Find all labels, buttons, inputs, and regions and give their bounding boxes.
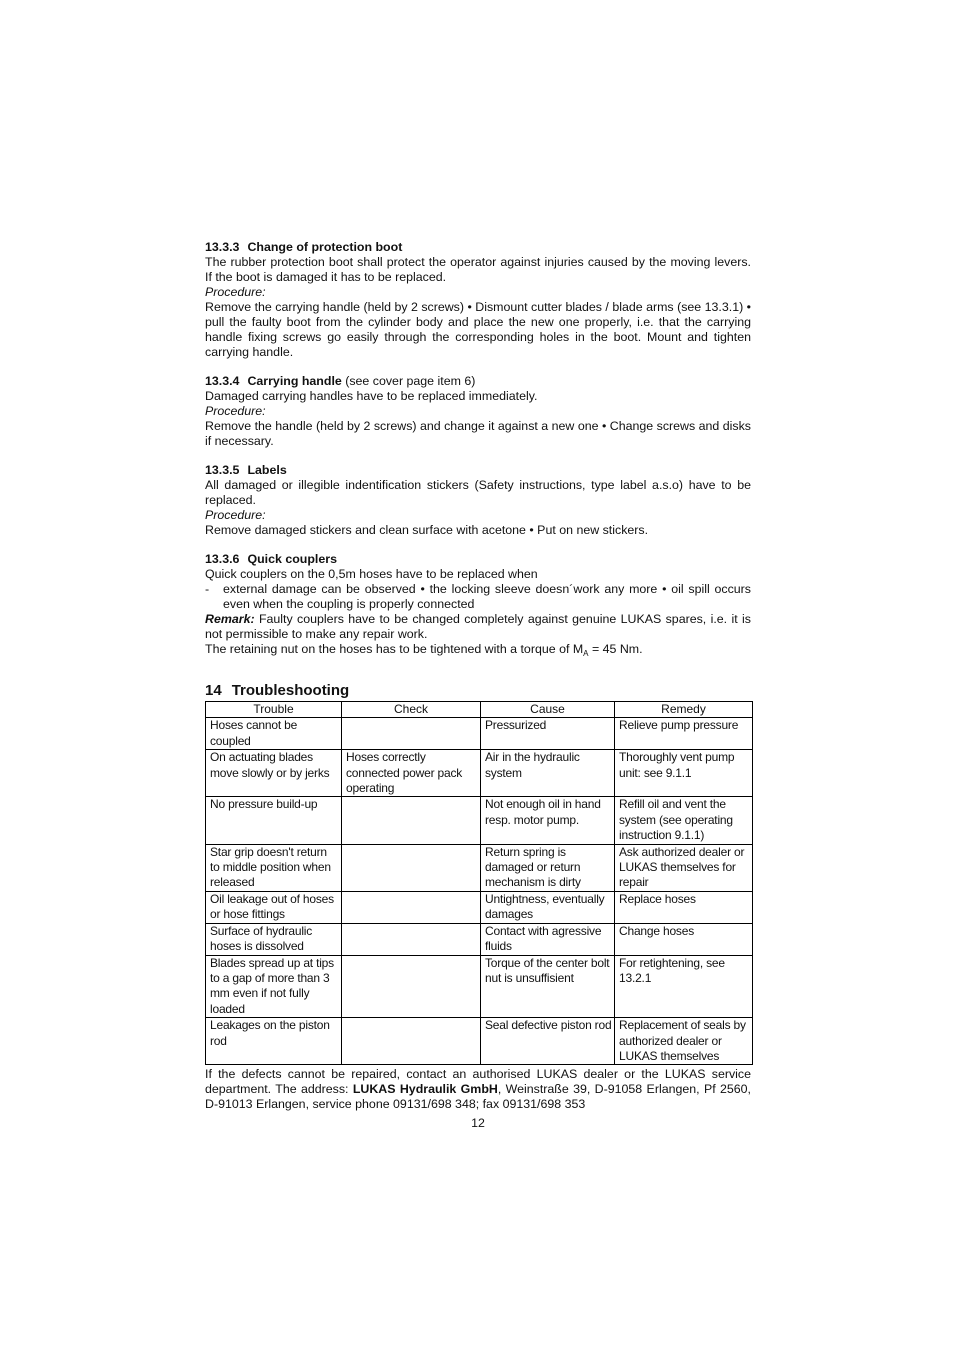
table-cell: Replace hoses (615, 891, 753, 923)
company-name: LUKAS Hydraulik GmbH (352, 1082, 498, 1097)
table-row (206, 891, 753, 923)
column-header-remedy: Remedy (615, 702, 753, 718)
table-cell: Untightness, eventually damages (481, 891, 615, 923)
table-cell: Blades spread up at tips to a gap of more than 3 mm even if not fully loaded (206, 955, 342, 1018)
contact-paragraph: If the defects cannot be repaired, contact an authorised LUKAS dealer or the LUKAS service department. The address: LUKAS Hydraulik GmbH, Weinstraße 39, D-91058 Erlangen, Pf 2560, D-91013 Erlangen, service phone 09131/698 348; fax 09131/698 353 (205, 1067, 752, 1112)
paragraph: Quick couplers on the 0,5m hoses have to be replaced when (205, 567, 538, 581)
table-header-row (206, 702, 753, 718)
table-row (206, 718, 753, 750)
table-cell: Contact with agressive fluids (481, 923, 615, 955)
section-13-3-5 (205, 463, 751, 538)
table-cell: For retightening, see 13.2.1 (615, 955, 753, 1018)
procedure-label: Procedure: (205, 404, 266, 418)
table-cell: Seal defective piston rod (481, 1018, 615, 1065)
torque-paragraph: The retaining nut on the hoses has to be tightened with a torque of $M_A = 45$ Nm. (205, 642, 643, 658)
paragraph: Remove damaged stickers and clean surface with acetone • Put on new stickers. (205, 523, 649, 537)
section-heading: 13.3.6 Quick couplers (205, 552, 337, 566)
table-row (206, 1018, 753, 1065)
section-heading: 13.3.4 Carrying handle (see cover page item 6) (205, 374, 476, 388)
table-cell (342, 923, 481, 955)
dash-bullet: - (205, 582, 210, 596)
paragraph: Remove the handle (held by 2 screws) and change it against a new one • Change screws and disks if necessary. (205, 419, 751, 448)
table-cell: Air in the hydraulic system (481, 750, 615, 797)
table-cell: Return spring is damaged or return mechanism is dirty (481, 844, 615, 891)
column-header-cause: Cause (481, 702, 615, 718)
column-header-check: Check (342, 702, 481, 718)
table-cell: Hoses cannot be coupled (206, 718, 342, 750)
table-row (206, 797, 753, 844)
table-cell (342, 797, 481, 844)
troubleshooting-table (205, 701, 753, 1065)
table-cell: No pressure build-up (206, 797, 342, 844)
table-cell: On actuating blades move slowly or by jerks (206, 750, 342, 797)
page-number: 12 (471, 1116, 485, 1131)
table-cell: Ask authorized dealer or LUKAS themselves for repair (615, 844, 753, 891)
paragraph: All damaged or illegible indentification stickers (Safety instructions, type label a.s.o) have to be replaced. (205, 478, 751, 507)
table-row (206, 844, 753, 891)
table-cell (342, 718, 481, 750)
table-row (206, 955, 753, 1018)
section-heading: 13.3.5 Labels (205, 463, 287, 477)
section-13-3-6 (205, 552, 751, 661)
table-cell (342, 955, 481, 1018)
procedure-label: Procedure: (205, 285, 266, 299)
section-heading: 13.3.3 Change of protection boot (205, 240, 403, 254)
section-13-3-3 (205, 240, 751, 360)
table-cell: Change hoses (615, 923, 753, 955)
table-cell: Refill oil and vent the system (see operating instruction 9.1.1) (615, 797, 753, 844)
paragraph: Remove the carrying handle (held by 2 screws) • Dismount cutter blades / blade arms (see 13.3.1) • pull the faulty boot from the cylinder body and place the new one properly, i.e. that the carrying handle fixing screws go easily through the corresponding holes in the boot. Mount and tighten carrying handle. (205, 300, 751, 359)
table-cell: Relieve pump pressure (615, 718, 753, 750)
table-cell (342, 844, 481, 891)
table-cell: Pressurized (481, 718, 615, 750)
table-cell: Replacement of seals by authorized dealer or LUKAS themselves (615, 1018, 753, 1065)
table-cell: Torque of the center bolt nut is unsuffisient (481, 955, 615, 1018)
table-cell: Star grip doesn't return to middle position when released (206, 844, 342, 891)
table-cell (342, 1018, 481, 1065)
list-item: - external damage can be observed • the locking sleeve doesn´work any more • oil spill occurs even when the coupling is properly connected (205, 582, 751, 611)
table-cell: Surface of hydraulic hoses is dissolved (206, 923, 342, 955)
paragraph: Damaged carrying handles have to be replaced immediately. (205, 389, 538, 403)
manual-page (205, 240, 751, 1131)
remark-paragraph: Remark: Faulty couplers have to be changed completely against genuine LUKAS spares, i.e. it is not permissible to make any repair work. (205, 612, 751, 641)
table-row (206, 923, 753, 955)
column-header-trouble: Trouble (206, 702, 342, 718)
table-cell: Oil leakage out of hoses or hose fittings (206, 891, 342, 923)
chapter-heading: 14 Troubleshooting (205, 682, 350, 699)
table-cell (342, 891, 481, 923)
table-cell: Thoroughly vent pump unit: see 9.1.1 (615, 750, 753, 797)
table-cell: Hoses correctly connected power pack operating (342, 750, 481, 797)
procedure-label: Procedure: (205, 508, 266, 522)
paragraph: The rubber protection boot shall protect the operator against injuries caused by the moving levers. If the boot is damaged it has to be replaced. (205, 255, 751, 284)
table-cell: Leakages on the piston rod (206, 1018, 342, 1065)
table-row (206, 750, 753, 797)
section-13-3-4 (205, 374, 751, 449)
table-cell: Not enough oil in hand resp. motor pump. (481, 797, 615, 844)
